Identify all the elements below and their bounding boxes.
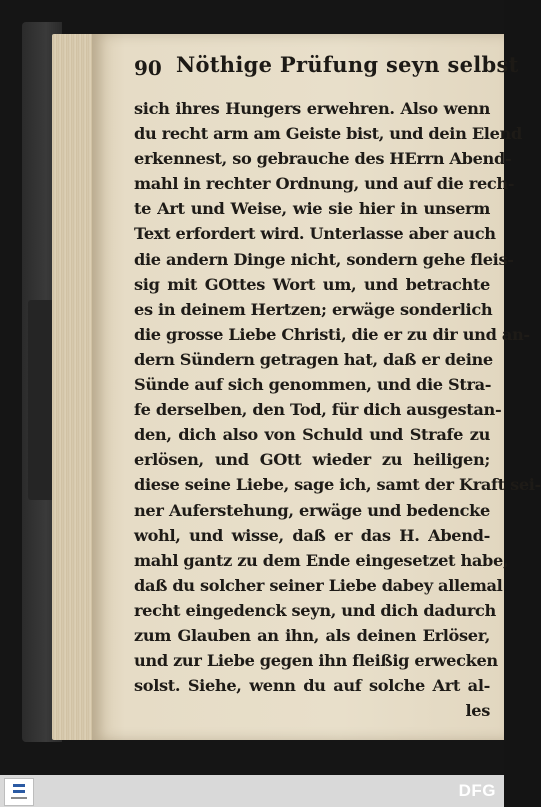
text-line: und zur Liebe gegen ihn fleißig erwecken	[134, 651, 498, 671]
text-line: diese seine Liebe, sage ich, samt der Kraft sei-	[134, 475, 541, 495]
text-line: Text erfordert wird. Unterlasse aber auch	[134, 224, 496, 244]
text-line: solst. Siehe, wenn du auf solche Art al-	[134, 676, 490, 696]
text-line: ner Auferstehung, erwäge und bedencke	[134, 500, 490, 520]
text-line: Sünde auf sich genommen, und die Stra-	[134, 375, 492, 395]
library-logo-icon[interactable]	[4, 778, 34, 806]
text-line: zum Glauben an ihn, als deinen Erlöser,	[134, 625, 490, 645]
text-line: mahl gantz zu dem Ende eingesetzet habe,	[134, 550, 509, 570]
page-number: 90	[134, 56, 162, 80]
text-line: es in deinem Hertzen; erwäge sonderlich	[134, 299, 493, 319]
text-line: dern Sündern getragen hat, daß er deine	[134, 349, 493, 369]
text-line: daß du solcher seiner Liebe dabey allemal	[134, 575, 503, 595]
running-head: Nöthige Prüfung seyn selbst	[176, 52, 519, 77]
body-text	[134, 96, 541, 723]
text-line: du recht arm am Geiste bist, und dein Elend	[134, 124, 522, 144]
viewer-footer	[0, 775, 504, 807]
text-line: te Art und Weise, wie sie hier in unserm	[134, 199, 490, 219]
catchword: les	[465, 701, 490, 721]
text-line: sich ihres Hungers erwehren. Also wenn	[134, 99, 490, 118]
text-line: erkennest, so gebrauche des HErrn Abend-	[134, 149, 512, 169]
text-line: den, dich also von Schuld und Strafe zu	[134, 425, 490, 445]
text-line: erlösen, und GOtt wieder zu heiligen;	[134, 450, 490, 470]
dfg-logo[interactable]: DFG	[458, 781, 496, 800]
text-line: die andern Dinge nicht, sondern gehe fleis-	[134, 249, 514, 269]
text-line: recht eingedenck seyn, und dich dadurch	[134, 600, 496, 620]
text-line: sig mit GOttes Wort um, und betrachte	[134, 274, 490, 294]
text-line: mahl in rechter Ordnung, und auf die rech-	[134, 174, 515, 194]
text-line: wohl, und wisse, daß er das H. Abend-	[134, 525, 490, 545]
text-line: fe derselben, den Tod, für dich ausgestan-	[134, 400, 502, 420]
text-line: die grosse Liebe Christi, die er zu dir und an-	[134, 324, 530, 344]
